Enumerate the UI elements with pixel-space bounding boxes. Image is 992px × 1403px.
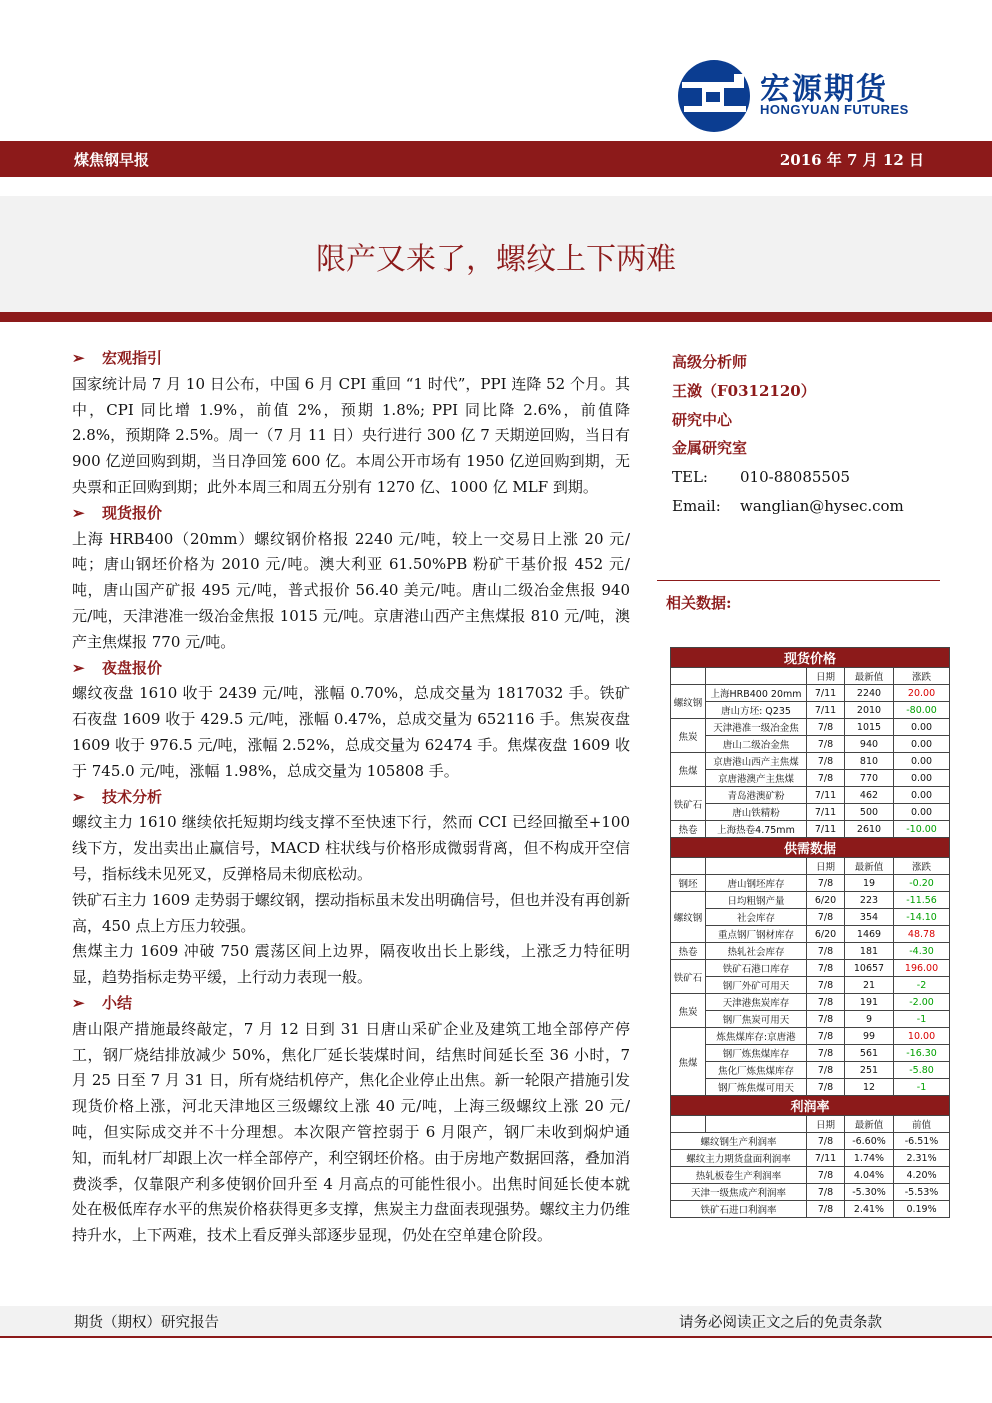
email-row xyxy=(672,492,942,521)
indicator-value: 462 xyxy=(845,787,894,804)
arrow-bullet-icon: ➢ xyxy=(72,503,85,522)
section-paragraph: 国家统计局 7 月 10 日公布，中国 6 月 CPI 重回 “1 时代”，PPI 连降 52 个月。其中，CPI 同比增 1.9%，前值 2%，预期 1.8%; PPI 同比降 2.6%，前值降 2.8%，预期降 2.5%。周一（7 月 11 日）央行进行 300 亿 7 天期逆回购，当日有 900 亿逆回购到期，当日净回笼 600 亿。本周公开市场有 1950 亿逆回购到期，无央票和正回购到期；此外本周三和周五分别有 1270 亿、1000 亿 MLF 到期。 xyxy=(72,374,630,496)
indicator-name: 铁矿石进口利润率 xyxy=(671,1201,807,1218)
indicator-change: -16.30 xyxy=(894,1045,950,1062)
indicator-name: 青岛港澳矿粉 xyxy=(706,787,807,804)
table-row xyxy=(671,1011,950,1028)
indicator-change: 0.00 xyxy=(894,719,950,736)
indicator-change: -14.10 xyxy=(894,909,950,926)
page-title: 限产又来了，螺纹上下两难 xyxy=(316,242,676,277)
table-row xyxy=(671,1062,950,1079)
table-header-blank xyxy=(706,1116,807,1133)
table-row xyxy=(671,1079,950,1096)
indicator-name: 上海HRB400 20mm xyxy=(706,685,807,702)
section-heading xyxy=(72,656,630,682)
table-header-row xyxy=(671,1116,950,1133)
tel-value: 010-88085505 xyxy=(740,468,851,487)
department: 研究中心 xyxy=(672,410,733,429)
table-row xyxy=(671,1201,950,1218)
table-header-blank xyxy=(671,1116,706,1133)
table-header-cell: 日期 xyxy=(807,1116,845,1133)
indicator-date: 7/8 xyxy=(807,1011,845,1028)
indicator-value: 2.41% xyxy=(845,1201,894,1218)
indicator-date: 7/8 xyxy=(807,943,845,960)
table-section-row xyxy=(671,838,950,858)
analyst-info xyxy=(672,348,942,521)
indicator-date: 7/8 xyxy=(807,1045,845,1062)
indicator-value: 2240 xyxy=(845,685,894,702)
indicator-change: 0.00 xyxy=(894,736,950,753)
table-header-blank xyxy=(671,858,706,875)
indicator-value: 9 xyxy=(845,1011,894,1028)
indicator-date: 7/11 xyxy=(807,702,845,719)
category-cell: 焦煤 xyxy=(671,1028,706,1096)
table-row xyxy=(671,753,950,770)
indicator-change: -11.56 xyxy=(894,892,950,909)
indicator-value: 770 xyxy=(845,770,894,787)
indicator-date: 7/8 xyxy=(807,1079,845,1096)
arrow-bullet-icon: ➢ xyxy=(72,787,85,806)
indicator-change: 0.00 xyxy=(894,770,950,787)
category-cell: 焦炭 xyxy=(671,719,706,753)
indicator-change: -1 xyxy=(894,1011,950,1028)
report-date: 2016 年 7 月 12 日 xyxy=(779,151,924,169)
table-header-cell: 最新值 xyxy=(845,668,894,685)
indicator-date: 7/8 xyxy=(807,909,845,926)
indicator-value: -5.30% xyxy=(845,1184,894,1201)
indicator-prev: 2.31% xyxy=(894,1150,950,1167)
logo-text-cn: 宏源期货 xyxy=(760,72,888,107)
table-header-blank xyxy=(706,858,807,875)
table-section-title: 利润率 xyxy=(671,1096,950,1116)
section-heading xyxy=(72,346,630,372)
section-heading xyxy=(72,501,630,527)
data-table xyxy=(670,647,950,1218)
report-name: 煤焦钢早报 xyxy=(74,151,150,169)
title-divider xyxy=(0,312,992,322)
indicator-name: 热轧板卷生产利润率 xyxy=(671,1167,807,1184)
indicator-change: 10.00 xyxy=(894,1028,950,1045)
table-section-title: 现货价格 xyxy=(671,648,950,668)
indicator-value: 223 xyxy=(845,892,894,909)
indicator-date: 6/20 xyxy=(807,892,845,909)
indicator-name: 钢厂炼焦煤可用天 xyxy=(706,1079,807,1096)
indicator-prev: 0.19% xyxy=(894,1201,950,1218)
indicator-date: 7/8 xyxy=(807,1133,845,1150)
indicator-change: 0.00 xyxy=(894,804,950,821)
indicator-date: 7/11 xyxy=(807,1150,845,1167)
indicator-name: 铁矿石港口库存 xyxy=(706,960,807,977)
section-heading-text: 技术分析 xyxy=(102,787,163,806)
category-cell: 铁矿石 xyxy=(671,960,706,994)
table-header-cell: 日期 xyxy=(807,858,845,875)
indicator-change: 48.78 xyxy=(894,926,950,943)
indicator-name: 唐山铁精粉 xyxy=(706,804,807,821)
section-paragraph: 唐山限产措施最终敲定，7 月 12 日到 31 日唐山采矿企业及建筑工地全部停产停工，钢厂烧结排放减少 50%，焦化厂延长装煤时间，结焦时间延长至 36 小时，7 月 25 日至 7 月 31 日，所有烧结机停产，焦化企业停止出焦。新一轮限产措施引发现货价格上涨，河北天津地区三级螺纹上涨 40 元/吨，上海三级螺纹上涨 20 元/吨，但实际成交并不十分理想。本次限产管控弱于 6 月限产，钢厂未收到焖炉通知，而轧材厂却跟上次一样全部停产，利空钢坯价格。由于房地产数据回落，叠加消费淡季，仅靠限产利多使钢价回升至 4 月高点的可能性很小。出焦时间延长使本就处在极低库存水平的焦炭价格获得更多支撑，焦炭主力盘面表现强势。螺纹主力仍维持升水，上下两难，技术上看反弹头部逐步显现，仍处在空单建仓阶段。 xyxy=(72,1019,630,1245)
category-cell: 钢坯 xyxy=(671,875,706,892)
section-heading xyxy=(72,991,630,1017)
indicator-date: 7/11 xyxy=(807,821,845,838)
table-row xyxy=(671,892,950,909)
indicator-date: 7/11 xyxy=(807,787,845,804)
indicator-change: -0.20 xyxy=(894,875,950,892)
company-logo xyxy=(676,58,926,134)
section-paragraph: 铁矿石主力 1609 走势弱于螺纹钢，摆动指标虽未发出明确信号，但也并没有再创新高，450 点上方压力较强。 xyxy=(72,890,630,935)
indicator-prev: -6.51% xyxy=(894,1133,950,1150)
footer-disclaimer: 请务必阅读正文之后的免责条款 xyxy=(679,1315,882,1331)
indicator-value: 191 xyxy=(845,994,894,1011)
section-paragraph: 螺纹夜盘 1610 收于 2439 元/吨，涨幅 0.70%，总成交量为 1817032 手。铁矿石夜盘 1609 收于 429.5 元/吨，涨幅 0.47%，总成交量为 652116 手。焦炭夜盘 1609 收于 976.5 元/吨，涨幅 2.52%，总成交量为 62474 手。焦煤夜盘 1609 收于 745.0 元/吨，涨幅 1.98%，总成交量为 105808 手。 xyxy=(72,684,630,780)
indicator-value: 4.04% xyxy=(845,1167,894,1184)
tel-label: TEL: xyxy=(672,468,708,487)
table-header-row xyxy=(671,858,950,875)
analyst-role: 高级分析师 xyxy=(672,353,748,371)
indicator-prev: -5.53% xyxy=(894,1184,950,1201)
indicator-date: 7/11 xyxy=(807,804,845,821)
footer-report-type: 期货（期权）研究报告 xyxy=(74,1315,219,1331)
indicator-name: 钢厂焦炭可用天 xyxy=(706,1011,807,1028)
indicator-date: 7/8 xyxy=(807,1028,845,1045)
section-heading-text: 小结 xyxy=(102,993,133,1012)
table-row xyxy=(671,977,950,994)
main-content xyxy=(72,346,630,1249)
table-header-cell: 最新值 xyxy=(845,1116,894,1133)
indicator-name: 螺纹钢生产利润率 xyxy=(671,1133,807,1150)
table-header-cell: 涨跌 xyxy=(894,668,950,685)
indicator-value: 181 xyxy=(845,943,894,960)
analyst-name: 王潋（F0312120） xyxy=(672,381,816,400)
table-row xyxy=(671,787,950,804)
table-header-cell: 前值 xyxy=(894,1116,950,1133)
email-value[interactable]: wanglian@hysec.com xyxy=(740,496,904,515)
indicator-date: 7/8 xyxy=(807,994,845,1011)
footer-bar xyxy=(0,1306,992,1338)
indicator-value: 500 xyxy=(845,804,894,821)
table-row xyxy=(671,926,950,943)
section-heading-text: 现货报价 xyxy=(102,503,163,522)
indicator-date: 7/8 xyxy=(807,1062,845,1079)
indicator-name: 唐山钢坯库存 xyxy=(706,875,807,892)
indicator-change: 0.00 xyxy=(894,787,950,804)
table-row xyxy=(671,994,950,1011)
indicator-change: -80.00 xyxy=(894,702,950,719)
indicator-date: 7/8 xyxy=(807,960,845,977)
category-cell: 热卷 xyxy=(671,821,706,838)
table-header-blank xyxy=(706,668,807,685)
indicator-change: -10.00 xyxy=(894,821,950,838)
indicator-prev: 4.20% xyxy=(894,1167,950,1184)
category-cell: 热卷 xyxy=(671,943,706,960)
logo-mark-icon xyxy=(676,58,752,134)
indicator-name: 钢厂炼焦煤库存 xyxy=(706,1045,807,1062)
indicator-change: -5.80 xyxy=(894,1062,950,1079)
indicator-name: 螺纹主力期货盘面利润率 xyxy=(671,1150,807,1167)
section-heading xyxy=(72,785,630,811)
category-cell: 铁矿石 xyxy=(671,787,706,821)
indicator-change: -2.00 xyxy=(894,994,950,1011)
table-section-row xyxy=(671,1096,950,1116)
indicator-date: 7/8 xyxy=(807,719,845,736)
indicator-value: 1015 xyxy=(845,719,894,736)
indicator-change: 0.00 xyxy=(894,753,950,770)
category-cell: 焦煤 xyxy=(671,753,706,787)
table-row xyxy=(671,1184,950,1201)
header-bar xyxy=(0,141,992,177)
table-row xyxy=(671,1167,950,1184)
related-data-heading: 相关数据: xyxy=(666,594,732,612)
indicator-date: 7/8 xyxy=(807,1167,845,1184)
email-label: Email: xyxy=(672,496,721,515)
section-paragraph: 上海 HRB400（20mm）螺纹钢价格报 2240 元/吨，较上一交易日上涨 20 元/吨；唐山钢坯价格为 2010 元/吨。澳大利亚 61.50%PB 粉矿干基价报 452 元/吨，唐山国产矿报 495 元/吨，普式报价 56.40 美元/吨。唐山二级冶金焦报 940 元/吨，天津港准一级冶金焦报 1015 元/吨。京唐港山西产主焦煤报 810 元/吨，澳产主焦煤报 770 元/吨。 xyxy=(72,529,630,651)
indicator-date: 7/8 xyxy=(807,977,845,994)
indicator-name: 天津一级焦成产利润率 xyxy=(671,1184,807,1201)
section-paragraph: 螺纹主力 1610 继续依托短期均线支撑不至快速下行，然而 CCI 已经回撤至+100 线下方，发出卖出止赢信号，MACD 柱状线与价格形成微弱背离，但不构成开空信号，指标线未见死叉，反弹格局未彻底松动。 xyxy=(72,813,630,883)
category-cell: 螺纹钢 xyxy=(671,892,706,943)
indicator-value: 1.74% xyxy=(845,1150,894,1167)
sidebar-divider xyxy=(657,580,940,581)
arrow-bullet-icon: ➢ xyxy=(72,658,85,677)
sub-department: 金属研究室 xyxy=(672,439,748,458)
indicator-name: 社会库存 xyxy=(706,909,807,926)
indicator-change: 20.00 xyxy=(894,685,950,702)
indicator-name: 焦化厂炼焦煤库存 xyxy=(706,1062,807,1079)
indicator-change: -1 xyxy=(894,1079,950,1096)
indicator-name: 炼焦煤库存:京唐港 xyxy=(706,1028,807,1045)
table-row xyxy=(671,943,950,960)
table-section-title: 供需数据 xyxy=(671,838,950,858)
indicator-date: 7/8 xyxy=(807,875,845,892)
indicator-value: 1469 xyxy=(845,926,894,943)
indicator-change: 196.00 xyxy=(894,960,950,977)
category-cell: 焦炭 xyxy=(671,994,706,1028)
section-heading-text: 宏观指引 xyxy=(102,349,163,367)
table-header-cell: 日期 xyxy=(807,668,845,685)
table-row xyxy=(671,1150,950,1167)
indicator-name: 重点钢厂钢材库存 xyxy=(706,926,807,943)
indicator-value: 251 xyxy=(845,1062,894,1079)
table-row xyxy=(671,702,950,719)
indicator-value: 354 xyxy=(845,909,894,926)
indicator-name: 天津港焦炭库存 xyxy=(706,994,807,1011)
table-section-row xyxy=(671,648,950,668)
indicator-name: 日均粗钢产量 xyxy=(706,892,807,909)
table-row xyxy=(671,909,950,926)
table-row xyxy=(671,804,950,821)
indicator-value: 561 xyxy=(845,1045,894,1062)
indicator-date: 7/8 xyxy=(807,1184,845,1201)
indicator-name: 天津港准一级冶金焦 xyxy=(706,719,807,736)
table-row xyxy=(671,1133,950,1150)
table-row xyxy=(671,685,950,702)
arrow-bullet-icon: ➢ xyxy=(72,993,85,1012)
indicator-name: 热轧社会库存 xyxy=(706,943,807,960)
table-row xyxy=(671,736,950,753)
indicator-name: 唐山二级冶金焦 xyxy=(706,736,807,753)
table-row xyxy=(671,875,950,892)
table-row xyxy=(671,821,950,838)
indicator-value: 21 xyxy=(845,977,894,994)
table-header-blank xyxy=(671,668,706,685)
tel-row xyxy=(672,463,942,492)
indicator-value: 2610 xyxy=(845,821,894,838)
indicator-value: 810 xyxy=(845,753,894,770)
indicator-date: 6/20 xyxy=(807,926,845,943)
table-row xyxy=(671,719,950,736)
table-row xyxy=(671,1045,950,1062)
section-paragraph: 焦煤主力 1609 冲破 750 震荡区间上边界，隔夜收出长上影线，上涨乏力特征明显，趋势指标走势平缓，上行动力表现一般。 xyxy=(72,942,630,987)
table-header-row xyxy=(671,668,950,685)
logo-text-en: HONGYUAN FUTURES xyxy=(760,102,909,117)
indicator-value: 940 xyxy=(845,736,894,753)
indicator-name: 京唐港山西产主焦煤 xyxy=(706,753,807,770)
indicator-name: 唐山方坯: Q235 xyxy=(706,702,807,719)
table-row xyxy=(671,960,950,977)
category-cell: 螺纹钢 xyxy=(671,685,706,719)
arrow-bullet-icon: ➢ xyxy=(72,349,85,367)
indicator-change: -4.30 xyxy=(894,943,950,960)
indicator-value: 2010 xyxy=(845,702,894,719)
indicator-value: 99 xyxy=(845,1028,894,1045)
table-header-cell: 最新值 xyxy=(845,858,894,875)
indicator-value: 19 xyxy=(845,875,894,892)
table-header-cell: 涨跌 xyxy=(894,858,950,875)
indicator-date: 7/8 xyxy=(807,736,845,753)
indicator-date: 7/8 xyxy=(807,1201,845,1218)
indicator-value: -6.60% xyxy=(845,1133,894,1150)
table-row xyxy=(671,770,950,787)
indicator-date: 7/8 xyxy=(807,753,845,770)
indicator-name: 钢厂外矿可用天 xyxy=(706,977,807,994)
indicator-value: 12 xyxy=(845,1079,894,1096)
indicator-change: -2 xyxy=(894,977,950,994)
indicator-value: 10657 xyxy=(845,960,894,977)
indicator-name: 上海热卷4.75mm xyxy=(706,821,807,838)
section-heading-text: 夜盘报价 xyxy=(102,658,163,677)
indicator-name: 京唐港澳产主焦煤 xyxy=(706,770,807,787)
indicator-date: 7/8 xyxy=(807,770,845,787)
indicator-date: 7/11 xyxy=(807,685,845,702)
table-row xyxy=(671,1028,950,1045)
